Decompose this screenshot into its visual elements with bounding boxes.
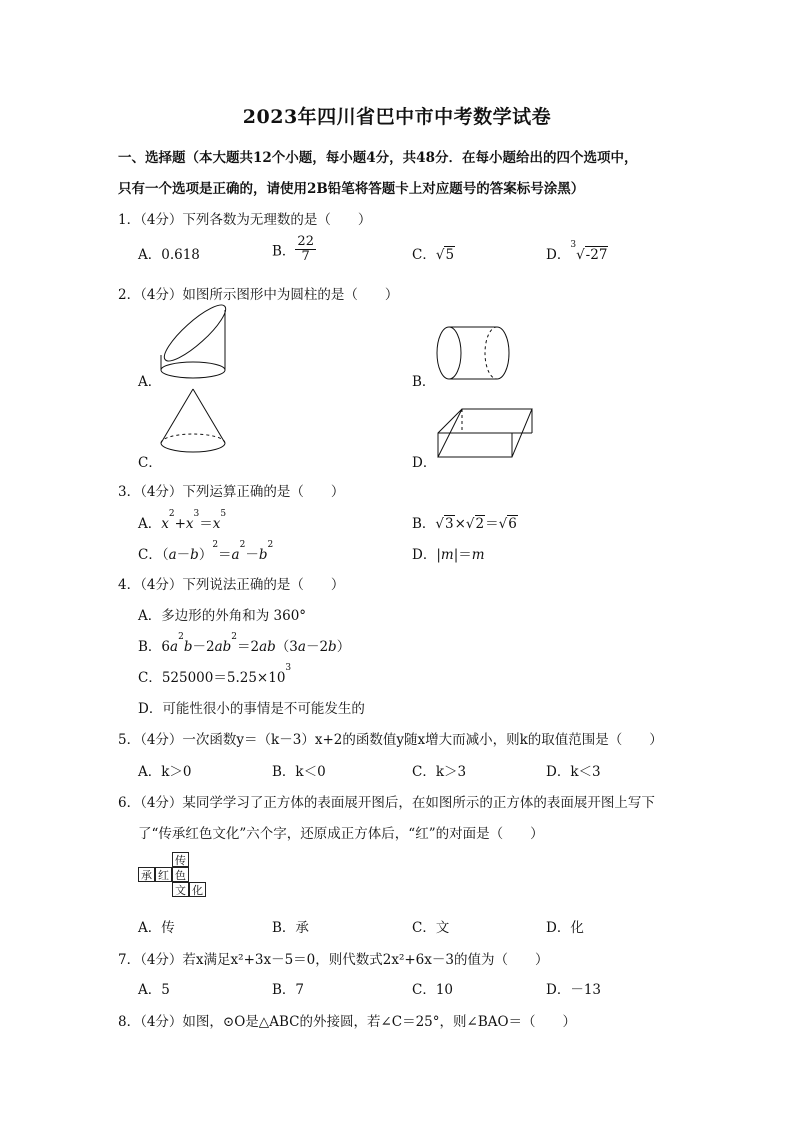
section-heading-line1: 一、选择题（本大题共12个小题，每小题4分，共48分．在每小题给出的四个选项中， bbox=[118, 150, 638, 166]
q6-stem-line2: 了“传承红色文化”六个字，还原成正方体后，“红”的对面是（ ） bbox=[138, 826, 544, 842]
q2-stem: 2．（4分）如图所示图形中为圆柱的是（ ） bbox=[118, 287, 399, 303]
q1-option-c: C．√5 bbox=[412, 247, 455, 263]
q3-option-a: A．$x^2+x^3=x^5$ bbox=[138, 509, 227, 532]
section-heading-line2: 只有一个选项是正确的，请使用2B铅笔将答题卡上对应题号的答案标号涂黑） bbox=[118, 181, 585, 197]
q4-option-b: B．$6a^2b-2ab^2=2ab(3a-2b)$ bbox=[138, 632, 351, 655]
q3-option-c: C．$(a-b)^2=a^2-b^2$ bbox=[138, 540, 274, 563]
q3-option-d: D．|m|＝m bbox=[412, 547, 485, 563]
q7-option-c: C．10 bbox=[412, 982, 454, 998]
q6-option-a: A．传 bbox=[138, 920, 175, 936]
q2-option-c-label: C． bbox=[138, 455, 162, 471]
q5-option-c: C．k＞3 bbox=[412, 764, 467, 780]
q1-option-a: A．0.618 bbox=[138, 247, 200, 263]
q5-stem: 5．（4分）一次函数y＝（k－3）x+2的函数值y随x增大而减小，则k的取值范围是（ ） bbox=[118, 732, 663, 748]
net-cell: 色 bbox=[172, 867, 189, 882]
net-cell: 承 bbox=[138, 867, 155, 882]
q5-option-a: A．k＞0 bbox=[138, 764, 192, 780]
net-cell: 化 bbox=[189, 882, 206, 897]
q1-option-b: B． $\frac{22}{7}$ bbox=[272, 234, 314, 264]
q1-stem: 1．（4分）下列各数为无理数的是（ ） bbox=[118, 212, 372, 228]
q2-option-d-label: D． bbox=[412, 455, 437, 471]
q7-option-b: B．7 bbox=[272, 982, 305, 998]
q5-option-d: D．k＜3 bbox=[546, 764, 601, 780]
q6-option-d: D．化 bbox=[546, 920, 584, 936]
q4-option-d: D．可能性很小的事情是不可能发生的 bbox=[138, 701, 365, 717]
q2-option-a-label: A． bbox=[138, 374, 162, 390]
q2-option-b-cylinder-figure bbox=[432, 322, 517, 384]
q2-option-c-cone-figure bbox=[155, 385, 235, 465]
q4-option-c: C．$525000=5.25\times 10^3$ bbox=[138, 663, 292, 686]
net-cell: 文 bbox=[172, 882, 189, 897]
q6-option-c: C．文 bbox=[412, 920, 450, 936]
q8-stem: 8．（4分）如图，⊙O是△ABC的外接圆，若∠C＝25°，则∠BAO＝（ ） bbox=[118, 1014, 577, 1030]
q7-option-a: A．5 bbox=[138, 982, 170, 998]
q7-option-d: D．－13 bbox=[546, 982, 602, 998]
q6-stem-line1: 6．（4分）某同学学习了正方体的表面展开图后，在如图所示的正方体的表面展开图上写下 bbox=[118, 795, 655, 811]
q2-option-a-truncated-cylinder-figure bbox=[155, 300, 240, 385]
q5-option-b: B．k＜0 bbox=[272, 764, 326, 780]
net-cell: 红 bbox=[155, 867, 172, 882]
net-cell: 传 bbox=[172, 852, 189, 867]
q3-stem: 3．（4分）下列运算正确的是（ ） bbox=[118, 484, 345, 500]
page-title: 2023年四川省巴中市中考数学试卷 bbox=[242, 106, 552, 128]
q1-option-d: D．$^3$√-27 bbox=[546, 240, 608, 263]
q6-option-b: B．承 bbox=[272, 920, 309, 936]
q4-option-a: A．多边形的外角和为 360° bbox=[138, 608, 307, 624]
q2-option-b-label: B． bbox=[412, 374, 436, 390]
q2-option-d-prism-figure bbox=[432, 405, 544, 463]
q6-cube-net bbox=[138, 852, 208, 902]
q4-stem: 4．（4分）下列说法正确的是（ ） bbox=[118, 577, 345, 593]
q3-option-b: B．√3×√2＝√6 bbox=[412, 516, 517, 532]
q7-stem: 7．（4分）若x满足x²+3x－5＝0，则代数式2x²+6x－3的值为（ ） bbox=[118, 952, 549, 968]
